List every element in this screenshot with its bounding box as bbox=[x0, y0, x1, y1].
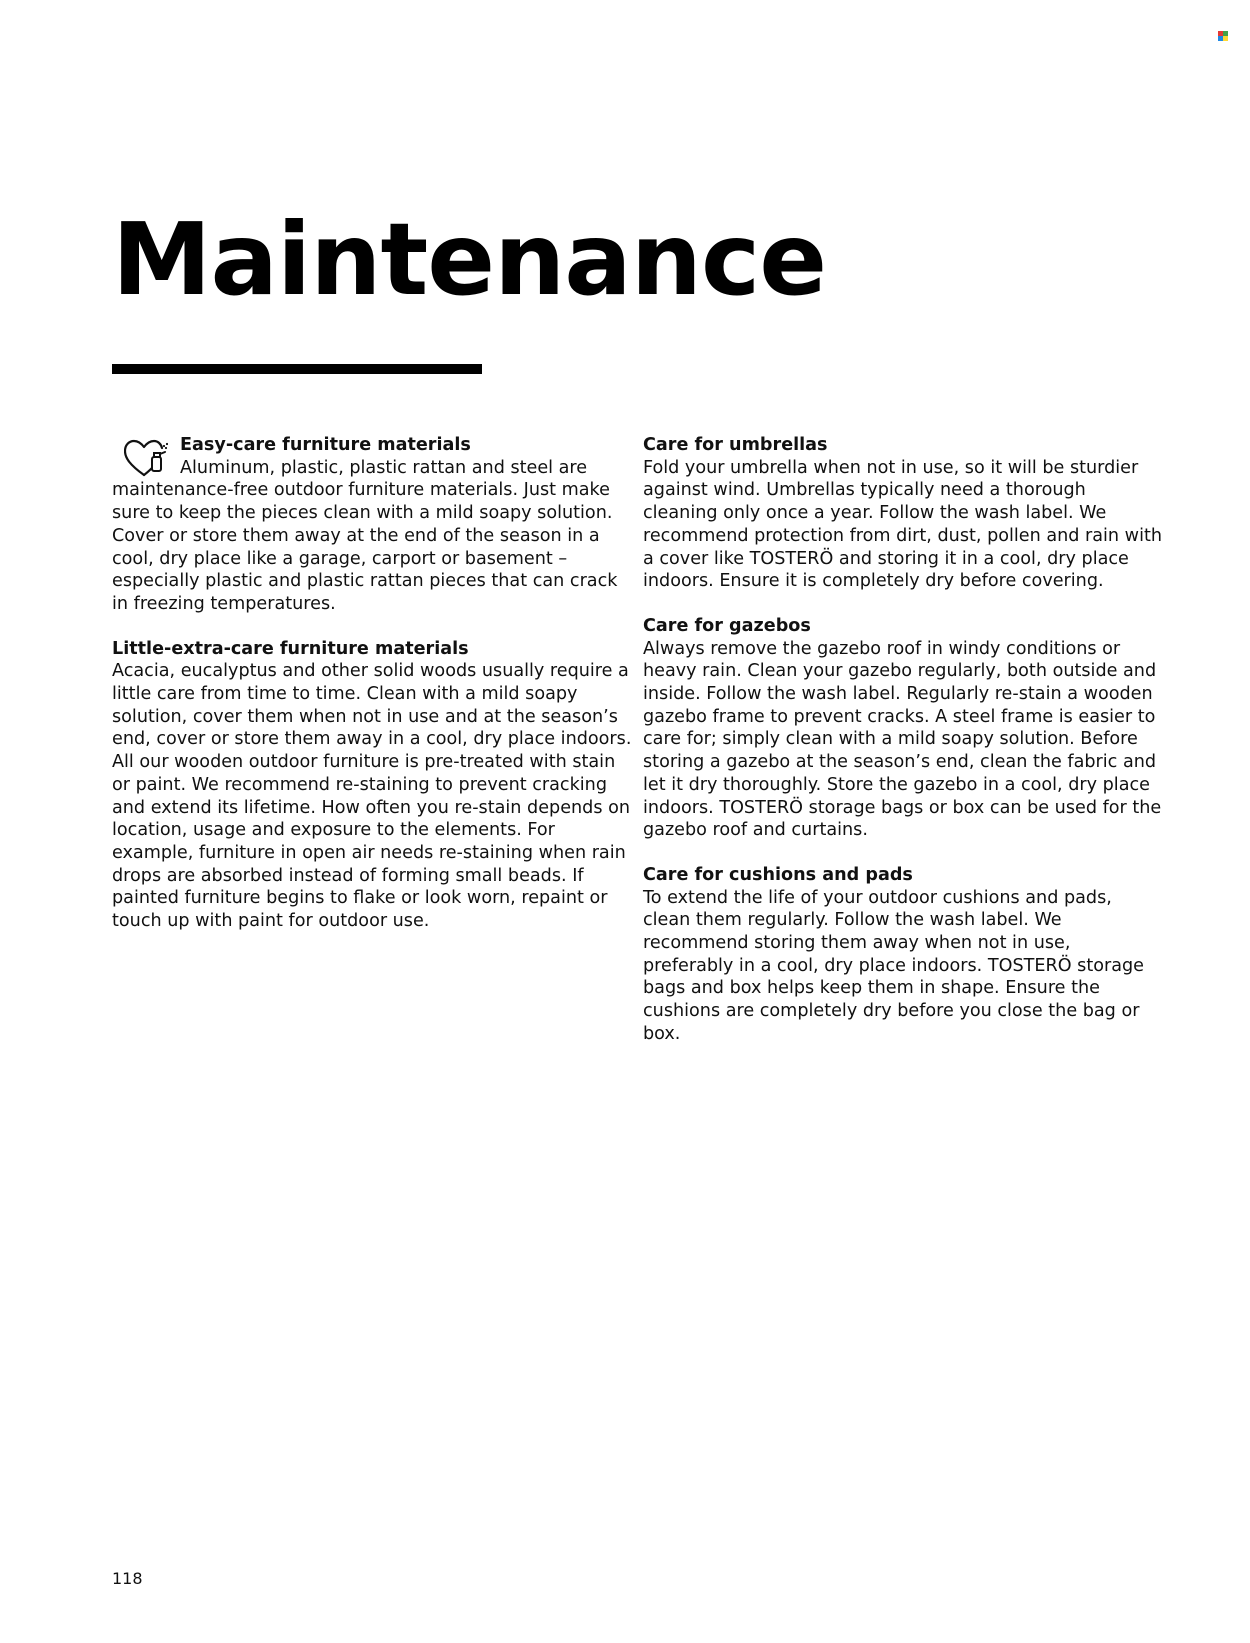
left-column bbox=[112, 434, 632, 955]
section-heading: Care for gazebos bbox=[643, 615, 811, 636]
section-heading: Easy-care furniture materials bbox=[180, 435, 471, 455]
section-heading: Care for cushions and pads bbox=[643, 864, 913, 885]
right-column bbox=[643, 434, 1163, 1068]
logo-square-yellow bbox=[1223, 36, 1228, 41]
heart-spray-bottle-icon bbox=[124, 439, 168, 479]
section-care-gazebos bbox=[643, 615, 1163, 842]
page-number: 118 bbox=[112, 1569, 143, 1588]
brand-logo bbox=[1218, 31, 1228, 41]
section-care-umbrellas bbox=[643, 434, 1163, 593]
section-little-extra-care bbox=[112, 638, 632, 933]
section-body: Fold your umbrella when not in use, so it will be sturdier against wind. Umbrellas typically need a thorough cleaning only once a year. Follow the wash label. We recommend protection from dirt, dust, pollen and rain with a cover like TOSTERÖ and storing it in a cool, dry place indoors. Ensure it is completely dry before covering. bbox=[643, 457, 1163, 592]
title-underline-bar bbox=[112, 364, 482, 374]
section-easy-care bbox=[112, 434, 632, 616]
section-body: To extend the life of your outdoor cushions and pads, clean them regularly. Follow the wash label. We recommend storing them away when not in use, preferably in a cool, dry place indoors. TOSTERÖ storage bags and box helps keep them in shape. Ensure the cushions are completely dry before you close the bag or box. bbox=[643, 887, 1144, 1044]
section-heading: Care for umbrellas bbox=[643, 435, 828, 455]
page-title: Maintenance bbox=[112, 201, 827, 318]
section-care-cushions bbox=[643, 864, 1163, 1046]
section-body: Aluminum, plastic, plastic rattan and steel are maintenance-free outdoor furniture materials. Just make sure to keep the pieces clean with a mild soapy solution. Cover or store them away at the end of the season in a cool, dry place like a garage, carport or basement – especially plastic and plastic rattan pieces that can crack in freezing temperatures. bbox=[112, 457, 618, 614]
section-heading: Little-extra-care furniture materials bbox=[112, 638, 469, 659]
section-body: Acacia, eucalyptus and other solid woods usually require a little care from time to time. Clean with a mild soapy solution, cover them when not in use and at the season’s end, cover or store them away in a cool, dry place indoors. All our wooden outdoor furniture is pre-treated with stain or paint. We recommend re-staining to prevent cracking and extend its lifetime. How often you re-stain depends on location, usage and exposure to the elements. For example, furniture in open air needs re-staining when rain drops are absorbed instead of forming small beads. If painted furniture begins to flake or look worn, repaint or touch up with paint for outdoor use. bbox=[112, 661, 632, 932]
section-body: Always remove the gazebo roof in windy conditions or heavy rain. Clean your gazebo regularly, both outside and inside. Follow the wash label. Regularly re-stain a wooden gazebo frame to prevent cracks. A steel frame is easier to care for; simply clean with a mild soapy solution. Before storing a gazebo at the season’s end, clean the fabric and let it dry thoroughly. Store the gazebo in a cool, dry place indoors. TOSTERÖ storage bags or box can be used for the gazebo roof and curtains. bbox=[643, 638, 1162, 841]
